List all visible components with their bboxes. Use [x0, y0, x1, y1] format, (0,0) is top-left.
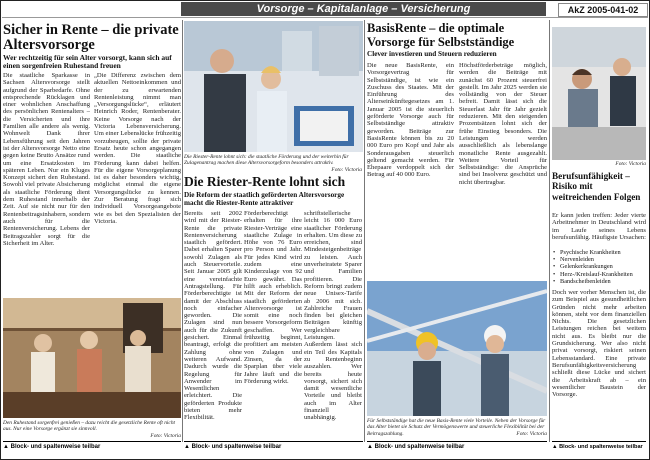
article3-col2: Höchstförderbeträge möglich, werden die Beiträge mit zunächst 60 Prozent steuerfrei gestellt. Im Jahr 2025 werden sie vollständig von der Steuer befreit. Damit lässt sich die Steuerlast Jahr für Jahr gezielt reduzieren. Mit den steigenden Prozentsätzen lohnt sich der frühe Einstieg besonders. Die Leistungen werden ausschließlich als lebenslange monatliche Rente ausgezahlt. Weitere Vorteil für Selbstständige: die Ansprüche sind bei Insolvenz geschützt und nicht übertragbar. — [459, 62, 547, 186]
article1-headline: Sicher in Rente – die private Altersvorsorge — [3, 22, 179, 53]
scissors-icon: ▲ — [552, 444, 558, 450]
divider-2 — [364, 20, 365, 442]
article1-col2: „Die Differenz zwischen dem aktuellen Nettoeinkommen und der zu erwartenden Rentenleistung nimmt man „Versorgungslücke“, erläutert Heinrich Roder, Rentenberater. Keine Vorsorge nach der Victoria Lebensversicherung. Um einer Lebenslücke frühzeitig vorzubeugen, sollte der private Ersatz heute schon angegangen werden. Die staatliche Förderung kann dabei helfen. Für die eigene Vorsorgeplanung ist es daher besonders wichtig, möglichst einmal die eigene Versorgungslücke zu kennen. Zur Beratung fragt sich individuell Vorsorgeangebote wie es bei den Spezialisten der Victoria. — [94, 72, 181, 225]
article1-photo-caption: Den Ruhestand sorgenfrei genießen – dazu reicht die gesetzliche Rente oft nicht aus. Nur eine Vorsorge ergänzt sie sinnvoll. — [3, 420, 176, 433]
article4-footer — [552, 444, 643, 450]
article2-headline: Die Riester-Rente lohnt sich — [184, 174, 346, 189]
issue-number: AkZ 2005-041-02 — [558, 3, 648, 17]
divider-1 — [182, 20, 183, 442]
article3-headline: BasisRente – die optimale Vorsorge für Selbstständige — [367, 21, 515, 49]
article4-footer-text: Block- und spaltenweise teilbar — [559, 444, 643, 450]
article3-photo-credit: Foto: Victoria — [516, 431, 547, 437]
bullet-item: • Gelenkerkrankungen — [560, 263, 650, 270]
article4-bottom-rule — [552, 441, 646, 442]
article4-headline: Berufsunfähigkeit – Risiko mit weitreichenden Folgen — [552, 171, 641, 202]
article3-footer-text: Block- und spaltenweise teilbar — [374, 444, 465, 450]
article2-footer-text: Block- und spaltenweise teilbar — [191, 444, 282, 450]
article4-body: Doch wer vorher Menschen ist, die zum Beispiel aus gesundheitlichen Gründen nicht mehr arbeiten können, steht vor dem finanziellen Nichts. Die gesetzlichen Leistungen reichen bei weitem nicht aus. Es bleibt nur die Grundsicherung. Wer also nicht privat vorsorgt, riskiert seinen Lebensstandard. Eine private Berufsunfähigkeitsversicherung schließt diese Lücke und sichert die Arbeitskraft ab – ein wesentlicher Baustein der Vorsorge. — [552, 289, 646, 399]
article2-footer — [184, 444, 281, 450]
article2-photo-credit: Foto: Victoria — [331, 167, 362, 173]
article1-footer — [3, 444, 100, 450]
article1-photo-credit: Foto: Victoria — [150, 433, 181, 439]
bullet-item: • Herz-/Kreislauf-Krankheiten — [560, 271, 650, 278]
article2-photo — [184, 21, 363, 152]
couple-office-photo — [184, 21, 363, 152]
article3-footer — [367, 444, 464, 450]
article2-col2: Förderberechtigt erhalten für ihre Riester-Verträge eine staatliche Zulage in Höhe von 76 Euro pro Person und Jahr. Für jedes Kind wird zudem eine Kinderzulage von 92 Euro gewährt. Das hilft auch erheblich. Mit der Reform der staatlich geförderten Altersvorsorge ist somit eine noch bessere Vorsorgeform geschaffen. Wer frühzeitig beginnt, profitiert am meisten von Zulagen und Zinsen, da der Sparplan über viele Jahre läuft und die Förderung wirkt. — [244, 210, 302, 385]
article4-photo — [552, 27, 646, 160]
office-worker-photo — [552, 27, 646, 160]
article4-photo-credit: Foto: Victoria — [615, 161, 646, 167]
engineers-photo — [367, 281, 547, 416]
article1-photo — [3, 298, 181, 418]
article3-photo — [367, 281, 547, 416]
article4-intro: Er kann jeden treffen: Jeder vierte Arbeitnehmer in Deutschland wird im Laufe seines Lebens berufsunfähig. Häufigste Ursachen: — [552, 212, 646, 241]
article3-bottom-rule — [367, 441, 547, 442]
article4-bullets — [552, 249, 650, 285]
scissors-icon: ▲ — [367, 444, 373, 450]
article1-col1: Die staatliche Sparkasse in Sachsen Altersvorsorge stellt aufgrund der Sparbedarfe. Ohne entsprechende Rücklagen und einer wohnlichen Anschaffung des persönlichen Rentenalters – die Versicherten und ihre Familien alle andere als wenig. Wohnwelt Dank ihrer Lebensführung seit den Jahren ist der Altersvorsorge Netto eine gegen keine Brutto Ansätze rund um eine Ersatzkosten im späteren Leben. Nur ein Kluges Konzept sichert den Ruhestand. Sowohl viel private Absicherung als staatliche Förderung dient dem Ruhestand innerhalb der Zeit. Auf sie nicht nur für den Rentenbeitragsinhabern, sondern auch für die Rentenversicherung. Lebens der Beitragszahler sorgt für die Sicherheit im Alter. — [3, 72, 90, 247]
scissors-icon: ▲ — [184, 444, 190, 450]
header-title: Vorsorge – Kapitalanlage – Versicherung — [256, 3, 471, 15]
scissors-icon: ▲ — [3, 444, 9, 450]
article2-bottom-rule — [184, 441, 363, 442]
article3-subhead: Clever investieren und Steuern reduzieren — [367, 50, 497, 58]
article2-subhead: Die Reform der staatlich geförderten Altersvorsorge macht die Riester-Rente attraktiver — [184, 191, 345, 207]
bullet-item: • Psychische Krankheiten — [560, 249, 650, 256]
article1-footer-text: Block- und spaltenweise teilbar — [10, 444, 101, 450]
divider-3 — [549, 20, 550, 442]
article2-col1: Bereits seit 2002 wird mit der Riester-Rente die private Rentenversicherung staatlich gefördert. Dabei erhalten Sparer sowohl Zulagen als auch Steuervorteile. Seit Januar 2005 gilt eine vereinfachte Antragstellung. Für Förderberechtigte ist damit der Abschluss noch einfacher geworden. Die Zulagen sind nun auch für die Zukunft gesichert. Einmal beantragt, erfolgt die Zahlung ohne weiteren Aufwand. Dadurch wurde die Regelung für Anwender im Wesentlichen erleichtert. Die geförderten Produkte bieten mehr Flexibilität. — [184, 210, 242, 422]
article1-subhead: Wer rechtzeitig für sein Alter vorsorgt, kann sich auf einen sorgenfreien Ruhestand freuen — [3, 53, 172, 71]
article2-col3: schriftstellerische leicht 16 000 Euro staatlicher Förderung erhalten. Um diese zu erreichen, sind Mindesteigenbeiträge zu leisten. Auch unverheiratete Sparer und Familien profitieren. Die Reform bringt zudem neue Unisex-Tarife ab 2006 mit sich. Zahlreiche Frauen finden bei gleichen Beiträgen künftig vergleichbare Leistungen. Außerdem lässt sich ein Teil des Kapitals zu Rentenbeginn auszahlen. Wer bereits heute vorsorgt, sichert sich damit wesentliche Vorteile und bleibt auch im Alter finanziell unabhängig. — [304, 210, 362, 422]
retirees-photo — [3, 298, 181, 418]
bullet-item: • Bandscheibenleiden — [560, 278, 650, 285]
article1-bottom-rule — [3, 441, 181, 442]
article3-col1: Die neue BasisRente, ein Vorsorgevertrag für Selbstständige, ist wie ein Zuschuss des Staates. Mit der Einführung des Alterseinkünftegesetzes am 1. Januar 2005 ist die steuerlich geförderte Vorsorge auch für Selbstständige attraktiv geworden. Beiträge zur BasisRente können bis zu 20 000 Euro pro Kopf und Jahr als Sonderausgaben steuerlich geltend gemacht werden. Für Ehepaare verdoppelt sich der Betrag auf 40 000 Euro. — [367, 62, 454, 179]
header-divider — [2, 17, 648, 18]
article3-photo-caption: Für Selbstständige hat die neue Basis-Rente viele Vorteile. Neben der Vorsorge für das Alter bietet sie Schutz der Vermögenswerte und steuerliche Flexibilität bei der Beitragszahlung. — [367, 418, 546, 437]
header-bar — [181, 2, 546, 16]
article2-photo-caption: Die Riester-Rente lohnt sich: die staatliche Förderung und der weiterhin für Zulagenantrag machen diese Altersvorsorgeform besonders attraktiv. — [184, 154, 349, 167]
bullet-item: • Nervenleiden — [560, 256, 650, 263]
